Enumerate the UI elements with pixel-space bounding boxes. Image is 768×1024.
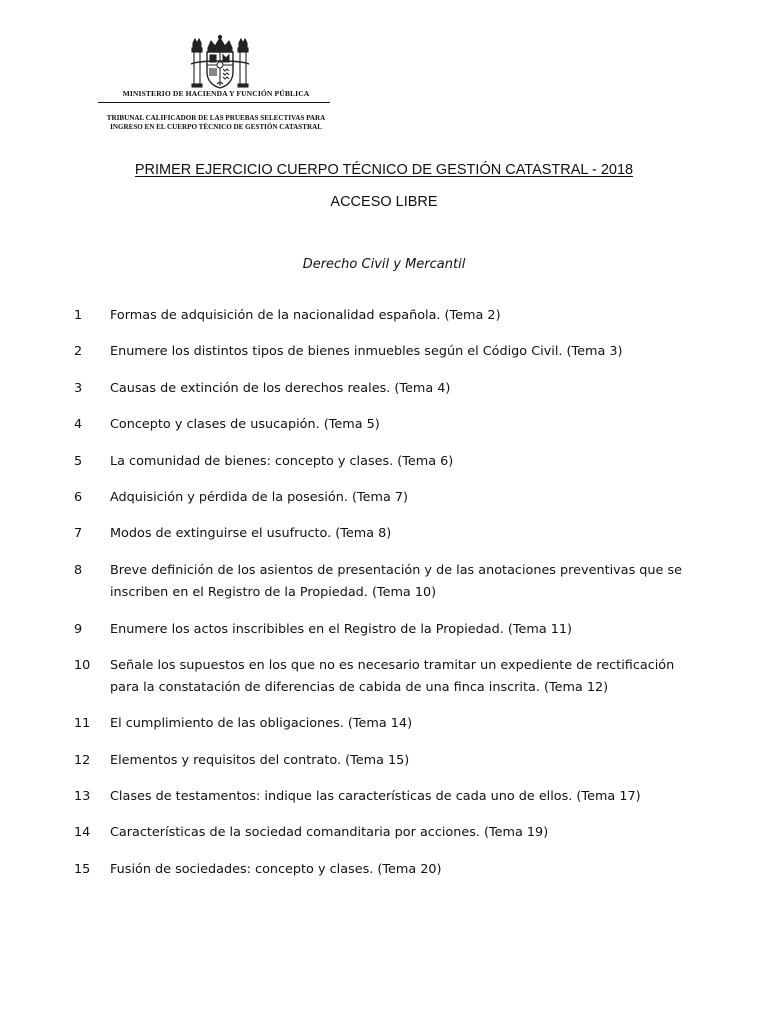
subject-heading: Derecho Civil y Mercantil: [302, 257, 466, 272]
question-text: Elementos y requisitos del contrato. (Tema 15): [110, 753, 410, 768]
question-number: 9: [74, 622, 83, 637]
question-text: Adquisición y pérdida de la posesión. (Tema 7): [110, 490, 408, 505]
question-number: 5: [74, 454, 83, 469]
question-number: 14: [74, 825, 91, 840]
question-number: 4: [74, 417, 83, 432]
question-text: Fusión de sociedades: concepto y clases. (Tema 20): [110, 862, 442, 877]
question-number: 13: [74, 789, 91, 804]
question-text: Breve definición de los asientos de presentación y de las anotaciones preventivas que se inscriben en el Registro de la Propiedad. (Tema 10): [110, 563, 683, 600]
question-text: Enumere los actos inscribibles en el Registro de la Propiedad. (Tema 11): [110, 622, 573, 637]
access-type: ACCESO LIBRE: [330, 194, 438, 210]
question-text: Formas de adquisición de la nacionalidad española. (Tema 2): [110, 308, 501, 323]
question-text: Causas de extinción de los derechos reales. (Tema 4): [110, 381, 451, 396]
question-number: 8: [74, 563, 83, 578]
question-number: 11: [74, 716, 91, 731]
question-number: 2: [74, 344, 83, 359]
question-text: Modos de extinguirse el usufructo. (Tema 8): [110, 526, 392, 541]
question-text: El cumplimiento de las obligaciones. (Tema 14): [110, 716, 413, 731]
question-number: 10: [74, 658, 91, 673]
question-number: 15: [74, 862, 91, 877]
question-number: 1: [74, 308, 83, 323]
question-text: Características de la sociedad comanditaria por acciones. (Tema 19): [110, 825, 549, 840]
question-text: Señale los supuestos en los que no es necesario tramitar un expediente de rectificación para la constatación de diferencias de cabida de una finca inscrita. (Tema 12): [110, 658, 675, 695]
exam-title: PRIMER EJERCICIO CUERPO TÉCNICO DE GESTIÓN CATASTRAL - 2018: [134, 162, 634, 178]
ministry-name: MINISTERIO DE HACIENDA Y FUNCIÓN PÚBLICA: [122, 89, 310, 98]
question-text: Clases de testamentos: indique las características de cada uno de ellos. (Tema 17): [110, 789, 641, 804]
tribunal-line-1: TRIBUNAL CALIFICADOR DE LAS PRUEBAS SELECTIVAS PARA: [106, 114, 326, 122]
question-text: La comunidad de bienes: concepto y clases. (Tema 6): [110, 454, 454, 469]
question-text: Concepto y clases de usucapión. (Tema 5): [110, 417, 380, 432]
question-number: 3: [74, 381, 83, 396]
question-text: Enumere los distintos tipos de bienes inmuebles según el Código Civil. (Tema 3): [110, 344, 623, 359]
question-number: 6: [74, 490, 83, 505]
question-number: 12: [74, 753, 91, 768]
question-number: 7: [74, 526, 83, 541]
tribunal-line-2: INGRESO EN EL CUERPO TÉCNICO DE GESTIÓN CATASTRAL: [110, 123, 322, 131]
